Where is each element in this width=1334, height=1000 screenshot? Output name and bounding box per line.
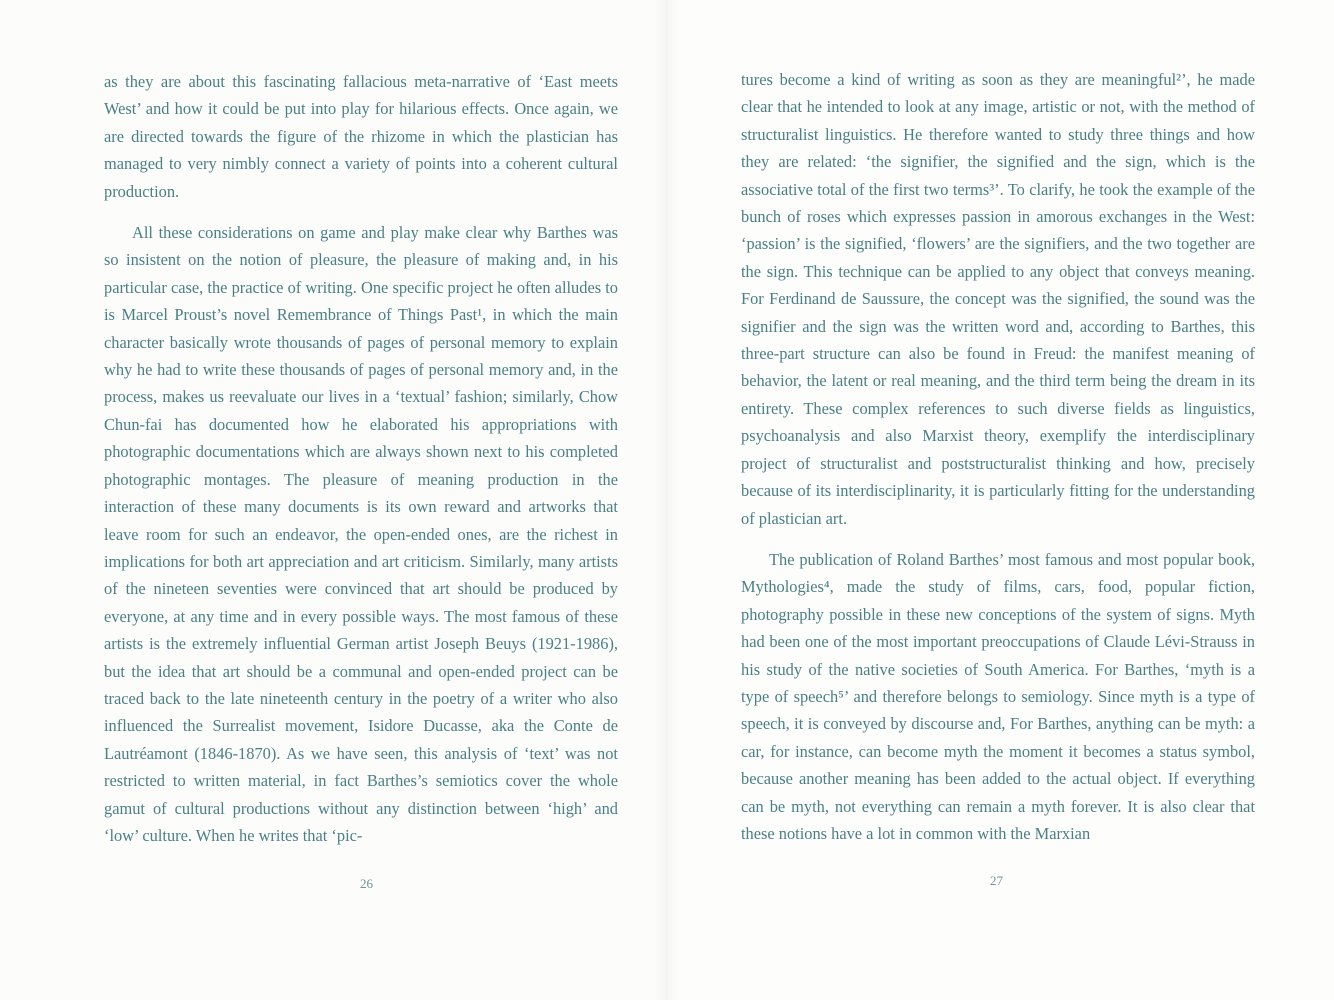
paragraph: All these considerations on game and play make clear why Barthes was so insistent on the notion of pleasure, the pleasure of making and, in his particular case, the practice of writing. One specific project he often alludes to is Marcel Proust’s novel Remembrance of Things Past¹, in which the main character basically wrote thousands of pages of personal memory to explain why he had to write these thousands of pages of personal memory and, in the process, makes us reevaluate our lives in a ‘textual’ fashion; similarly, Chow Chun-fai has documented how he elaborated his appropriations with photographic documentations which are always shown next to his completed photographic montages. The pleasure of meaning production in the interaction of these many documents is its own reward and artworks that leave room for such an endeavor, the open-ended ones, are the richest in implications for both art appreciation and art criticism. Similarly, many artists of the nineteen seventies were convinced that art should be produced by everyone, at any time and in every possible ways. The most famous of these artists is the extremely influential German artist Joseph Beuys (1921-1986), but the idea that art should be a communal and open-ended project can be traced back to the late nineteenth century in the poetry of a writer who also influenced the Surrealist movement, Isidore Ducasse, aka the Conte de Lautréamont (1846-1870). As we have seen, this analysis of ‘text’ was not restricted to written material, in fact Barthes’s semiotics cover the whole gamut of cultural productions without any distinction between ‘high’ and ‘low’ culture. When he writes that ‘pic- bbox=[104, 223, 618, 845]
right-page-body bbox=[741, 66, 1255, 847]
page-number: 26 bbox=[360, 876, 373, 891]
paragraph: as they are about this fascinating fallacious meta-narrative of ‘East meets West’ and how it could be put into play for hilarious effects. Once again, we are directed towards the figure of the rhizome in which the plastician has managed to very nimbly connect a variety of points into a coherent cultural production. bbox=[104, 72, 618, 201]
page-number: 27 bbox=[990, 873, 1003, 888]
paragraph: tures become a kind of writing as soon as they are meaningful²’, he made clear that he intended to look at any image, artistic or not, with the method of structuralist linguistics. He therefore wanted to study three things and how they are related: ‘the signifier, the signified and the sign, which is the associative total of the first two terms³’. To clarify, he took the example of the bunch of roses which expresses passion in amorous exchanges in the West: ‘passion’ is the signified, ‘flowers’ are the signifiers, and the two together are the sign. This technique can be applied to any object that conveys meaning. For Ferdinand de Saussure, the concept was the signified, the sound was the signifier and the sign was the written word and, according to Barthes, this three-part structure can also be found in Freud: the manifest meaning of behavior, the latent or real meaning, and the third term being the dream in its entirety. These complex references to such diverse fields as linguistics, psychoanalysis and also Marxist theory, exemplify the interdisciplinary project of structuralist and poststructuralist thinking and how, precisely because of its interdisciplinarity, it is particularly fitting for the understanding of plastician art. bbox=[741, 70, 1255, 528]
book-gutter bbox=[655, 0, 679, 1000]
paragraph: The publication of Roland Barthes’ most famous and most popular book, Mythologies⁴, made the study of films, cars, food, popular fiction, photography possible in these new conceptions of the system of signs. Myth had been one of the most important preoccupations of Claude Lévi-Strauss in his study of the native societies of South America. For Barthes, ‘myth is a type of speech⁵’ and therefore belongs to semiology. Since myth is a type of speech, it is conveyed by discourse and, For Barthes, anything can be myth: a car, for instance, can become myth the moment it becomes a status symbol, because another meaning has been added to the actual object. If everything can be myth, not everything can remain a myth forever. It is also clear that these notions have a lot in common with the Marxian bbox=[741, 549, 1255, 843]
left-page-body bbox=[104, 68, 618, 849]
right-page bbox=[667, 0, 1334, 1000]
